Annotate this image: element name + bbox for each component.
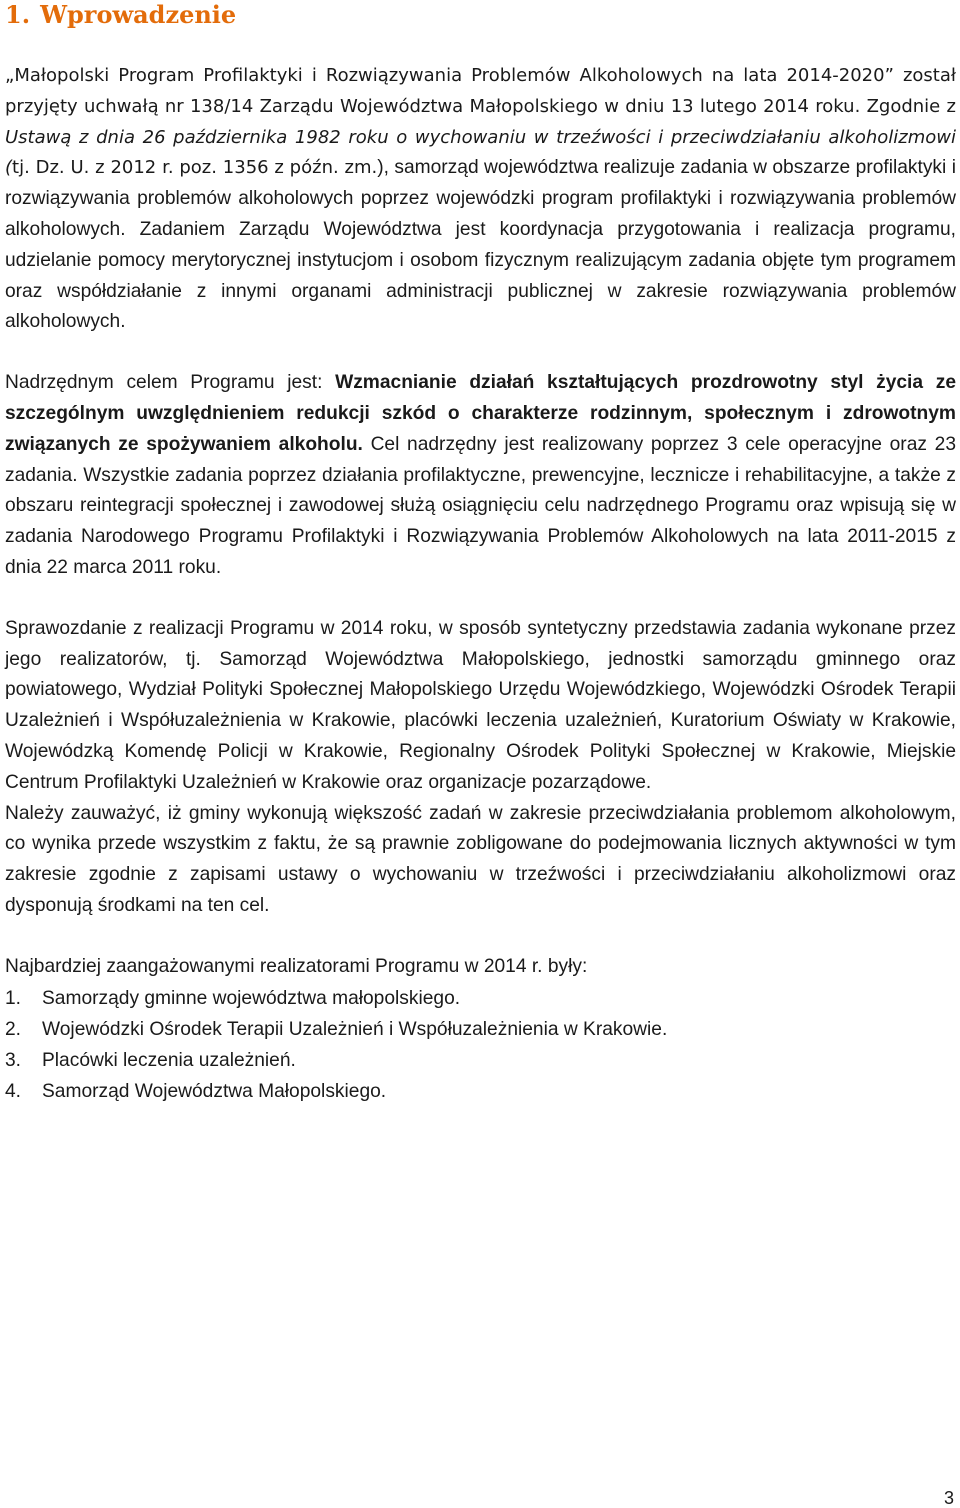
list-item-text: Samorządy gminne województwa małopolskiego. [42,987,461,1009]
intro-paragraph [5,61,956,338]
section-title: Wprowadzenie [40,0,237,29]
goal-details: Cel nadrzędny jest realizowany poprzez 3 cele operacyjne oraz 23 zadania. Wszystkie zadania poprzez działania profilaktyczne, prewencyjne, lecznicze i rehabilitacyjne, a także z obszaru reintegracji społecznej i zawodowej służą osiągnięciu celu nadrzędnego Programu oraz wpisują się w zadania Narodowego Programu Profilaktyki i Rozwiązywania Problemów Alkoholowych na lata 2011-2015 z dnia 22 marca 2011 roku. [5,433,956,578]
list-item-text: Placówki leczenia uzależnień. [42,1049,296,1071]
municipalities-paragraph: Należy zauważyć, iż gminy wykonują większość zadań w zakresie przeciwdziałania problemom alkoholowym, co wynika przede wszystkim z faktu, że są prawnie zobligowane do podejmowania licznych aktywności w tym zakresie zgodnie z zapisami ustawy o wychowaniu w trzeźwości i przeciwdziałaniu alkoholizmowi oraz dysponują środkami na ten cel. [5,802,956,916]
list-item-number: 1. [5,987,22,1009]
page-number: 3 [943,1488,954,1508]
list-item [5,1045,956,1076]
list-item-number: 3. [5,1049,22,1071]
goal-intro: Nadrzędnym celem Programu jest: [5,372,336,394]
report-paragraph: Sprawozdanie z realizacji Programu w 2014 roku, w sposób syntetyczny przedstawia zadania wykonane przez jego realizatorów, tj. Samorząd Województwa Małopolskiego, jednostki samorządu gminnego oraz powiatowego, Wydział Polityki Społecznej Małopolskiego Urzędu Wojewódzkiego, Wojewódzki Ośrodek Terapii Uzależnień i Współuzależnienia w Krakowie, placówki leczenia uzależnień, Kuratorium Oświaty w Krakowie, Wojewódzką Komendę Policji w Krakowie, Regionalny Ośrodek Polityki Społecznej w Krakowie, Miejskie Centrum Profilaktyki Uzależnień w Krakowie oraz organizacje pozarządowe. [5,617,956,793]
intro-text-a: „Małopolski Program Profilaktyki i Rozwiązywania Problemów Alkoholowych na lata 2014-2020” został przyjęty uchwałą nr 138/14 Zarządu Województwa Małopolskiego w dniu 13 lutego 2014 roku. Zgodnie z [5,65,956,117]
section-heading [5,0,956,30]
goal-statement: Wzmacnianie działań kształtujących prozdrowotny styl życia ze szczególnym uwzględnieniem redukcji szkód o charakterze rodzinnym, społecznym i zdrowotnym związanych ze spożywaniem alkoholu. [5,372,956,455]
section-number: 1. [5,0,31,29]
intro-text-b: ), samorząd województwa realizuje zadania w obszarze profilaktyki i rozwiązywania problemów alkoholowych poprzez wojewódzki program profilaktyki i rozwiązywania problemów alkoholowych. Zadaniem Zarządu Województwa jest koordynacja przygotowania i realizacja programu, udzielanie pomocy merytorycznej instytucjom i osobom fizycznym realizującym zadania objęte tym programem oraz współdziałanie z innymi organami administracji publicznej w zakresie rozwiązywania problemów alkoholowych. [5,157,956,333]
list-item-text: Wojewódzki Ośrodek Terapii Uzależnień i Współuzależnienia w Krakowie. [42,1018,668,1040]
list-item-number: 2. [5,1018,22,1040]
implementers-intro: Najbardziej zaangażowanymi realizatorami Programu w 2014 r. były: [5,955,588,977]
act-reference: tj. Dz. U. z 2012 r. poz. 1356 z późn. zm. [12,157,378,179]
list-item [5,1076,956,1107]
list-item [5,983,956,1014]
goal-paragraph [5,368,956,584]
act-title: Ustawą z dnia 26 października 1982 roku o wychowaniu w trzeźwości i przeciwdziałaniu alkoholizmowi ( [5,126,956,179]
document-page [5,0,956,1107]
list-item-text: Samorząd Województwa Małopolskiego. [42,1080,387,1102]
list-item [5,1014,956,1045]
list-item-number: 4. [5,1080,22,1102]
implementers-list [5,983,956,1107]
